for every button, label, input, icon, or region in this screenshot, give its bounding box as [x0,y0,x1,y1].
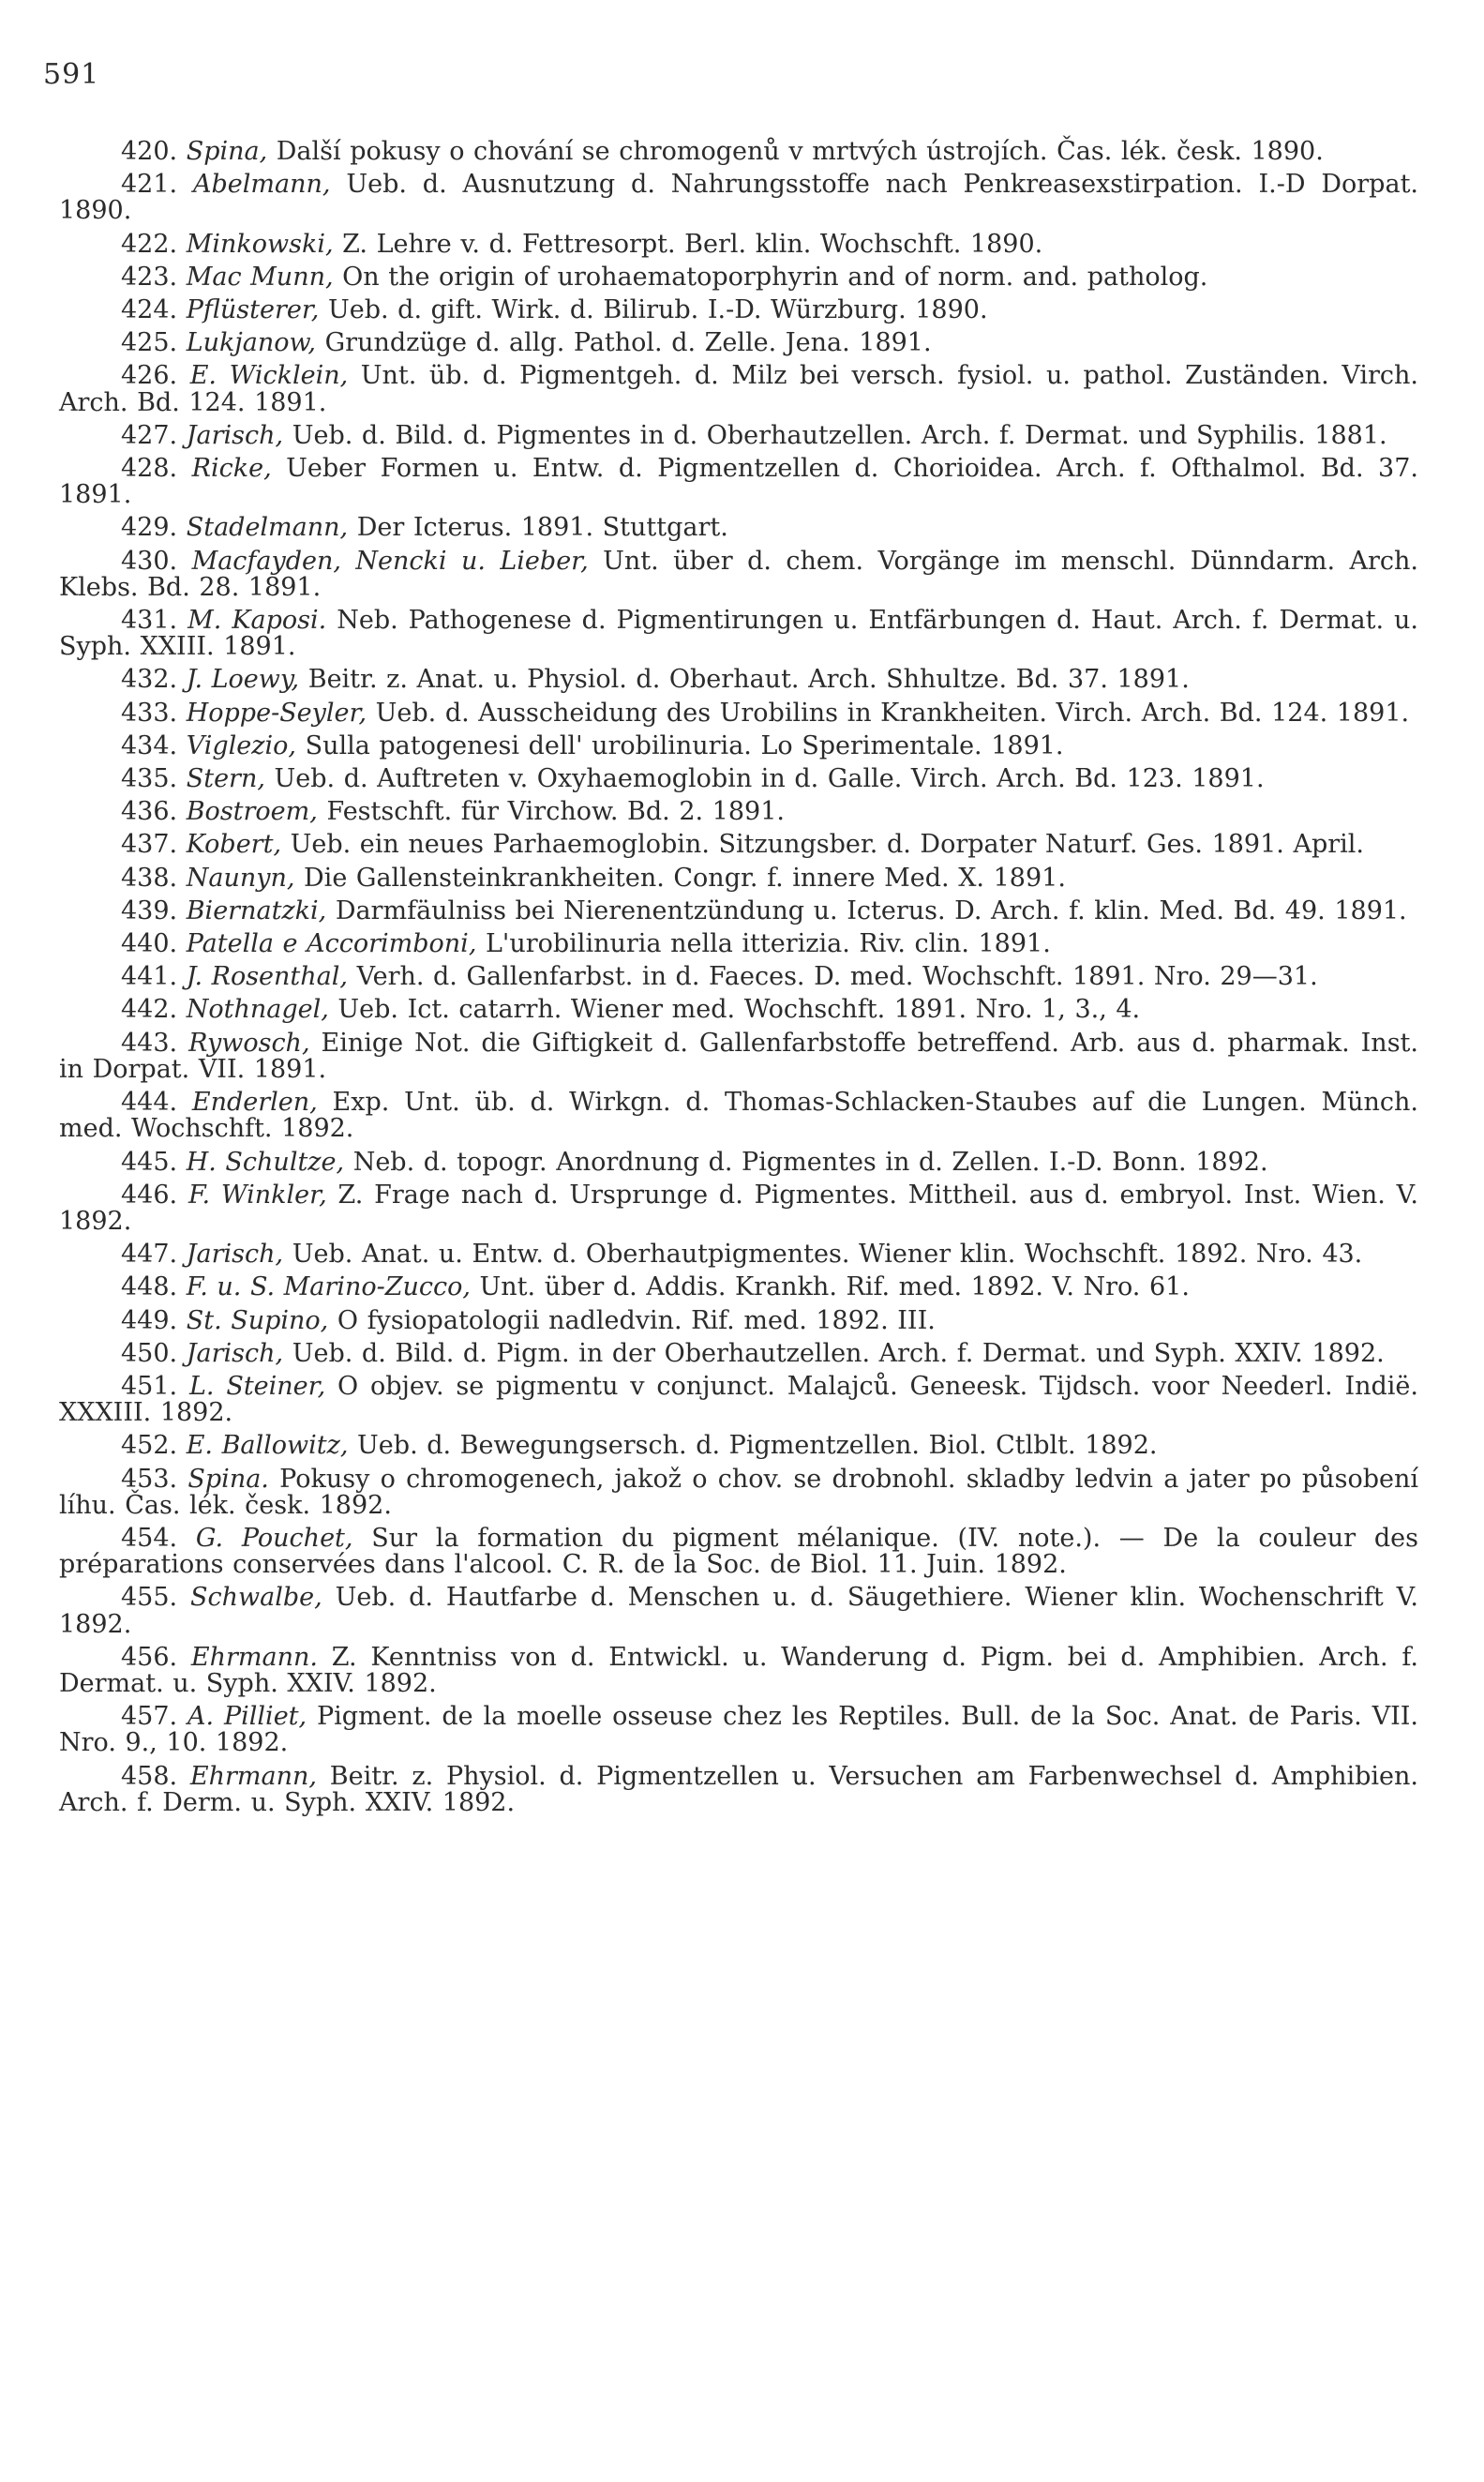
reference-author: Spina. [187,1464,269,1494]
reference-author: Minkowski, [186,229,334,259]
reference-entry [59,330,1418,356]
reference-entry [59,1274,1418,1301]
reference-entry [59,865,1418,892]
reference-entry [59,456,1418,508]
reference-entry [59,1305,1418,1335]
reference-author: J. Loewy, [186,665,300,695]
reference-text: Ueb. d. Hautfarbe d. Menschen u. d. Säugethiere. Wiener klin. Wochenschrift V. 1892. [59,1583,1418,1639]
reference-text: Grundzüge d. allg. Pathol. d. Zelle. Jena. 1891. [316,328,932,358]
reference-number: 441. [121,962,178,992]
reference-author: Viglezio, [186,730,296,760]
reference-entry [59,1433,1418,1459]
reference-author: G. Pouchet, [195,1523,353,1553]
reference-text: Ueb. ein neues Parhaemoglobin. Sitzungsber. d. Dorpater Naturf. Ges. 1891. April. [281,830,1364,860]
reference-text: Z. Frage nach d. Ursprunge d. Pigmentes. Mittheil. aus d. embryol. Inst. Wien. V. 1892. [59,1180,1418,1236]
reference-number: 452. [121,1431,178,1461]
reference-author: F. u. S. Marino-Zucco, [186,1272,471,1302]
reference-entry [59,667,1418,693]
reference-number: 442. [121,995,178,1025]
reference-number: 430. [121,546,178,576]
reference-text: Neb. d. topogr. Anordnung d. Pigmentes in d. Zellen. I.-D. Bonn. 1892. [344,1147,1268,1177]
reference-author: Ricke, [191,454,272,484]
reference-number: 428. [121,454,178,484]
reference-number: 447. [121,1240,178,1270]
reference-number: 451. [121,1371,178,1401]
reference-entry [59,1182,1418,1235]
reference-entry [59,420,1418,450]
reference-author: Ehrmann, [189,1761,317,1791]
reference-number: 453. [121,1464,178,1494]
reference-entry [59,1761,1418,1817]
reference-author: A. Pilliet, [187,1702,307,1732]
reference-text: O fysiopatologii nadledvin. Rif. med. 1892. III. [328,1305,936,1335]
reference-text: Ueb. d. Ausscheidung des Urobilins in Krankheiten. Virch. Arch. Bd. 124. 1891. [367,698,1410,728]
reference-text: Ueb. d. Bewegungsersch. d. Pigmentzellen. Biol. Ctlblt. 1892. [348,1431,1158,1461]
reference-author: Macfayden, Nencki u. Lieber, [191,546,589,576]
reference-number: 443. [121,1028,178,1058]
reference-text: Unt. üb. d. Pigmentgeh. d. Milz bei versch. fysiol. u. pathol. Zuständen. Virch. Arch. Bd. 124. 1891. [59,361,1418,417]
reference-number: 448. [121,1272,178,1302]
reference-entry [59,1523,1418,1580]
reference-author: L. Steiner, [188,1371,326,1401]
reference-number: 455. [121,1583,178,1613]
reference-text: L'urobilinuria nella itterizia. Riv. clin. 1891. [476,929,1051,959]
reference-list [59,139,1418,1823]
reference-entry [59,515,1418,541]
reference-entry [59,1241,1418,1268]
reference-text: Z. Kenntniss von d. Entwickl. u. Wanderung d. Pigm. bei d. Amphibien. Arch. f. Dermat. u. Syph. XXIV. 1892. [59,1642,1418,1698]
reference-number: 449. [121,1305,178,1335]
reference-text: Ueb. d. gift. Wirk. d. Bilirub. I.-D. Würzburg. 1890. [319,295,988,325]
reference-author: E. Ballowitz, [186,1431,349,1461]
reference-number: 426. [121,361,178,391]
reference-entry [59,608,1418,660]
reference-number: 438. [121,863,178,893]
reference-number: 420. [121,137,178,166]
reference-author: Ehrmann. [190,1642,318,1672]
reference-entry [59,1704,1418,1756]
reference-text: Další pokusy o chování se chromogenů v mrtvých ústrojích. Čas. lék. česk. 1890. [267,137,1324,166]
reference-entry [59,546,1418,602]
reference-text: Verh. d. Gallenfarbst. in d. Faeces. D. med. Wochschft. 1891. Nro. 29—31. [347,962,1318,992]
reference-number: 454. [121,1523,178,1553]
reference-author: Jarisch, [186,420,284,450]
reference-number: 445. [121,1147,178,1177]
reference-text: O objev. se pigmentu v conjunct. Malajců. Geneesk. Tijdsch. voor Neederl. Indië. XXXIII. 1892. [59,1371,1418,1428]
reference-author: Jarisch, [186,1240,284,1270]
reference-author: Kobert, [186,830,282,860]
reference-text: Ueb. Anat. u. Entw. d. Oberhautpigmentes. Wiener klin. Wochschft. 1892. Nro. 43. [283,1240,1363,1270]
reference-author: Bostroem, [186,797,318,827]
reference-author: H. Schultze, [186,1147,345,1177]
reference-entry [59,363,1418,415]
reference-text: Z. Lehre v. d. Fettresorpt. Berl. klin. Wochschft. 1890. [333,229,1043,259]
reference-entry [59,895,1418,925]
reference-text: Ueb. d. Ausnutzung d. Nahrungsstoffe nach Penkreasexstirpation. I.-D Dorpat. 1890. [59,170,1418,226]
reference-entry [59,700,1418,727]
reference-entry [59,297,1418,323]
reference-author: J. Rosenthal, [186,962,348,992]
reference-number: 434. [121,730,178,760]
reference-author: Enderlen, [191,1088,318,1118]
reference-author: Lukjanow, [186,328,317,358]
reference-author: F. Winkler, [187,1180,327,1210]
reference-number: 429. [121,513,178,543]
reference-number: 440. [121,929,178,959]
reference-text: Festschft. für Virchow. Bd. 2. 1891. [317,797,785,827]
reference-text: Einige Not. die Giftigkeit d. Gallenfarbstoffe betreffend. Arb. aus d. pharmak. Inst. in Dorpat. VII. 1891. [59,1028,1418,1084]
reference-text: Der Icterus. 1891. Stuttgart. [348,513,728,543]
reference-author: Biernatzki, [186,895,327,925]
reference-text: Beitr. z. Physiol. d. Pigmentzellen u. Versuchen am Farbenwechsel d. Amphibien. Arch. f. Derm. u. Syph. XXIV. 1892. [59,1761,1418,1817]
reference-author: Spina, [186,137,268,166]
reference-entry [59,1371,1418,1428]
reference-entry [59,1585,1418,1637]
reference-entry [59,766,1418,792]
reference-author: Hoppe-Seyler, [186,698,367,728]
reference-entry [59,1147,1418,1177]
reference-entry [59,1090,1418,1142]
reference-author: Pflüsterer, [186,295,320,325]
reference-author: M. Kaposi. [187,606,327,636]
reference-text: On the origin of urohaematoporphyrin and of norm. and. patholog. [333,262,1208,292]
reference-number: 437. [121,830,178,860]
reference-text: Pigment. de la moelle osseuse chez les Reptiles. Bull. de la Soc. Anat. de Paris. VII. Nro. 9., 10. 1892. [59,1702,1418,1758]
reference-author: Abelmann, [193,170,331,200]
reference-entry [59,997,1418,1023]
reference-author: Patella e Accorimboni, [186,929,477,959]
reference-text: Pokusy o chromogenech, jakož o chov. se drobnohl. skladby ledvin a jater po působení líhu. Čas. lék. česk. 1892. [59,1464,1418,1520]
reference-text: Ueb. Ict. catarrh. Wiener med. Wochschft. 1891. Nro. 1, 3., 4. [328,995,1141,1025]
reference-number: 427. [121,420,178,450]
reference-text: Sur la formation du pigment mélanique. (IV. note.). — De la couleur des préparations conservées dans l'alcool. C. R. de la Soc. de Biol. 11. Juin. 1892. [59,1523,1418,1580]
reference-author: Naunyn, [186,863,295,893]
reference-author: Jarisch, [186,1338,284,1368]
reference-text: Ueb. d. Auftreten v. Oxyhaemoglobin in d. Galle. Virch. Arch. Bd. 123. 1891. [264,764,1265,794]
reference-number: 422. [121,229,178,259]
reference-author: Nothnagel, [186,995,329,1025]
reference-author: Stadelmann, [186,513,349,543]
reference-number: 446. [121,1180,178,1210]
reference-entry [59,139,1418,165]
reference-number: 450. [121,1338,178,1368]
reference-entry [59,1642,1418,1698]
reference-number: 436. [121,797,178,827]
reference-entry [59,832,1418,858]
reference-number: 421. [121,170,178,200]
reference-entry [59,172,1418,224]
reference-text: Ueber Formen u. Entw. d. Pigmentzellen d. Chorioidea. Arch. f. Ofthalmol. Bd. 37. 1891. [59,454,1418,510]
reference-number: 458. [121,1761,178,1791]
reference-author: E. Wicklein, [189,361,349,391]
reference-author: Mac Munn, [186,262,334,292]
reference-text: Ueb. d. Bild. d. Pigm. in der Oberhautzellen. Arch. f. Dermat. und Syph. XXIV. 1892. [283,1338,1385,1368]
reference-text: Unt. über d. chem. Vorgänge im menschl. Dünndarm. Arch. Klebs. Bd. 28. 1891. [59,546,1418,602]
reference-entry [59,730,1418,760]
reference-text: Beitr. z. Anat. u. Physiol. d. Oberhaut. Arch. Shhultze. Bd. 37. 1891. [299,665,1190,695]
reference-entry [59,229,1418,259]
reference-text: Exp. Unt. üb. d. Wirkgn. d. Thomas-Schlacken-Staubes auf die Lungen. Münch. med. Wochschft. 1892. [59,1088,1418,1144]
reference-number: 431. [121,606,178,636]
reference-text: Sulla patogenesi dell' urobilinuria. Lo Sperimentale. 1891. [295,730,1064,760]
reference-entry [59,799,1418,825]
reference-number: 424. [121,295,178,325]
reference-author: Rywosch, [188,1028,310,1058]
reference-text: Darmfäulniss bei Nierenentzündung u. Icterus. D. Arch. f. klin. Med. Bd. 49. 1891. [326,895,1407,925]
reference-entry [59,1464,1418,1520]
reference-text: Unt. über d. Addis. Krankh. Rif. med. 1892. V. Nro. 61. [470,1272,1190,1302]
reference-number: 457. [121,1702,178,1732]
reference-text: Neb. Pathogenese d. Pigmentirungen u. Entfärbungen d. Haut. Arch. f. Dermat. u. Syph. XXIII. 1891. [59,606,1418,662]
reference-number: 432. [121,665,178,695]
reference-author: Stern, [186,764,265,794]
reference-text: Ueb. d. Bild. d. Pigmentes in d. Oberhautzellen. Arch. f. Dermat. und Syphilis. 1881. [283,420,1387,450]
reference-entry [59,931,1418,957]
reference-entry [59,1030,1418,1083]
page-number: 591 [43,58,100,91]
reference-entry [59,1338,1418,1368]
reference-text: Die Gallensteinkrankheiten. Congr. f. innere Med. X. 1891. [294,863,1066,893]
reference-entry [59,964,1418,990]
reference-author: St. Supino, [186,1305,329,1335]
reference-number: 425. [121,328,178,358]
reference-number: 435. [121,764,178,794]
reference-number: 439. [121,895,178,925]
reference-number: 423. [121,262,178,292]
reference-number: 444. [121,1088,178,1118]
reference-number: 433. [121,698,178,728]
reference-entry [59,264,1418,291]
reference-author: Schwalbe, [190,1583,322,1613]
reference-number: 456. [121,1642,178,1672]
